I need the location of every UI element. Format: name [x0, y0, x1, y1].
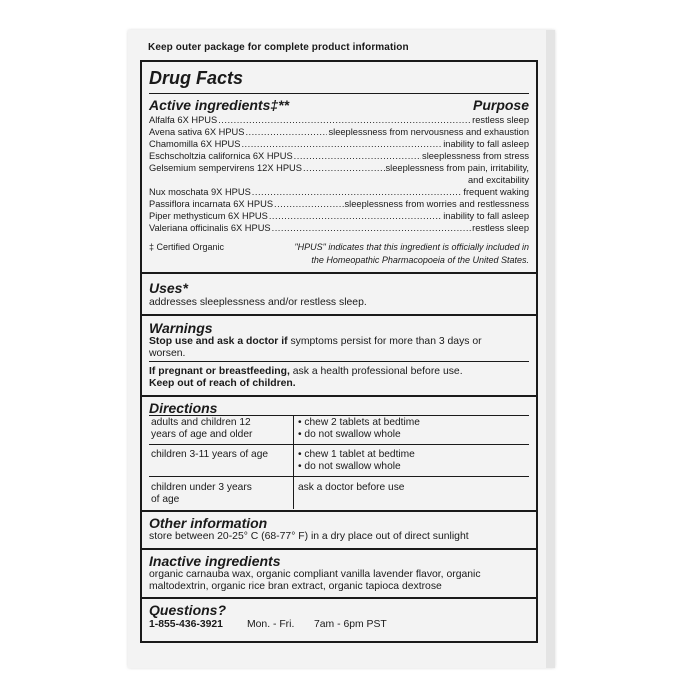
directions-who: adults and children 12: [151, 417, 251, 428]
section-rule: [142, 314, 536, 316]
directions-table-top: [149, 415, 529, 416]
directions-column-divider: [293, 415, 294, 509]
support-days: Mon. - Fri.: [247, 619, 295, 630]
keep-out-of-reach: Keep out of reach of children.: [149, 378, 296, 389]
package-note: Keep outer package for complete product information: [148, 42, 409, 53]
directions-dose: ask a doctor before use: [298, 482, 405, 493]
ingredient-row: Nux moschata 9X HPUS ..... frequent waking: [149, 187, 529, 198]
ingredient-row: Valeriana officinalis 6X HPUS ..... restless sleep: [149, 223, 529, 234]
directions-who: of age: [151, 494, 180, 505]
warnings-heading: Warnings: [149, 320, 213, 336]
section-rule: [142, 395, 536, 397]
stop-use-text: Stop use and ask a doctor if symptoms persist for more than 3 days or: [149, 336, 482, 347]
stop-use-text-cont: worsen.: [149, 348, 186, 359]
ingredient-row: Passiflora incarnata 6X HPUS ..... sleeplessness from worries and restlessness: [149, 199, 529, 210]
divider: [149, 93, 529, 94]
certified-organic-note: ‡ Certified Organic: [149, 242, 225, 252]
ingredient-row: Alfalfa 6X HPUS ..... restless sleep: [149, 115, 529, 126]
directions-dose: • chew 2 tablets at bedtime: [298, 417, 420, 428]
uses-heading: Uses*: [149, 280, 188, 296]
ingredient-row: Eschscholtzia californica 6X HPUS ..... sleeplessness from stress: [149, 151, 529, 162]
directions-dose: • do not swallow whole: [298, 429, 401, 440]
inactive-ingredients-text: organic carnauba wax, organic compliant vanilla lavender flavor, organic: [149, 569, 481, 580]
active-ingredients-header-row: [149, 97, 529, 113]
directions-row-divider: [149, 476, 529, 477]
pregnancy-warning: If pregnant or breastfeeding, ask a health professional before use.: [149, 366, 463, 377]
hpus-note-line-2: the Homeopathic Pharmacopoeia of the United States.: [311, 255, 529, 265]
ingredient-row-continued: and excitability: [468, 175, 529, 185]
directions-who: children 3-11 years of age: [151, 449, 269, 460]
ingredient-row: Piper methysticum 6X HPUS ..... inability to fall asleep: [149, 211, 529, 222]
questions-heading: Questions?: [149, 602, 227, 618]
uses-text: addresses sleeplessness and/or restless sleep.: [149, 297, 367, 308]
active-ingredients-heading: Active ingredients‡**: [149, 97, 290, 113]
drug-facts-panel: [140, 60, 538, 643]
ingredient-row: Chamomilla 6X HPUS ..... inability to fall asleep: [149, 139, 529, 150]
directions-who: years of age and older: [151, 429, 253, 440]
directions-dose: • chew 1 tablet at bedtime: [298, 449, 415, 460]
inactive-ingredients-text: maltodextrin, organic rice bran extract, organic tapioca dextrose: [149, 581, 442, 592]
directions-row-divider: [149, 444, 529, 445]
directions-who: children under 3 years: [151, 482, 252, 493]
directions-dose: • do not swallow whole: [298, 461, 401, 472]
phone-number: 1-855-436-3921: [149, 619, 223, 630]
section-rule: [142, 272, 536, 274]
other-information-heading: Other information: [149, 515, 268, 531]
divider: [149, 361, 529, 362]
directions-heading: Directions: [149, 400, 218, 416]
ingredient-row: Avena sativa 6X HPUS ..... sleeplessness from nervousness and exhaustion: [149, 127, 529, 138]
hpus-note-line-1: "HPUS" indicates that this ingredient is officially included in: [294, 242, 529, 252]
box-side-edge: [546, 30, 555, 668]
other-information-text: store between 20-25° C (68-77° F) in a dry place out of direct sunlight: [149, 531, 469, 542]
section-rule: [142, 597, 536, 599]
drug-facts-title: Drug Facts: [149, 68, 244, 88]
purpose-heading: Purpose: [472, 97, 529, 113]
support-hours: 7am - 6pm PST: [314, 619, 387, 630]
section-rule: [142, 510, 536, 512]
ingredient-row: Gelsemium sempervirens 12X HPUS ..... sleeplessness from pain, irritability,: [149, 163, 529, 174]
inactive-ingredients-heading: Inactive ingredients: [149, 553, 281, 569]
section-rule: [142, 548, 536, 550]
